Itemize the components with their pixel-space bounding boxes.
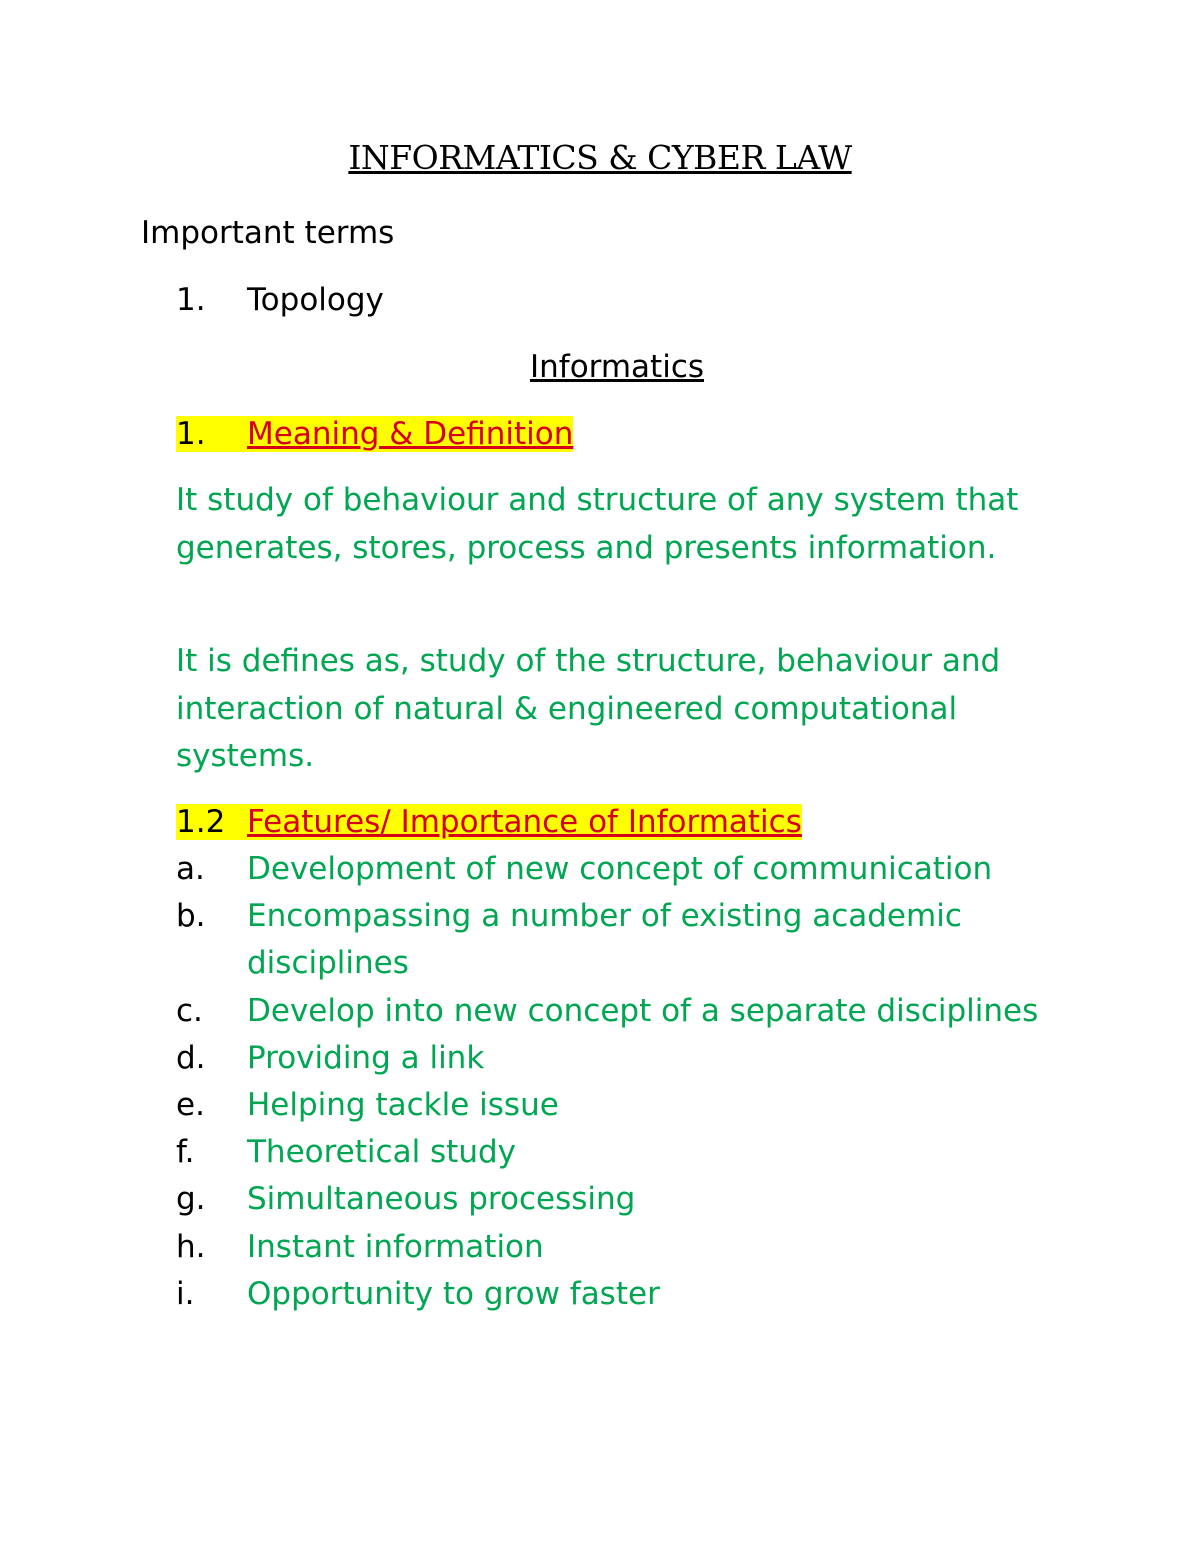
list-item-text: Instant information [247, 1228, 544, 1265]
list-item [176, 1035, 1076, 1082]
list-item-text: Development of new concept of communication [247, 851, 993, 887]
list-item [176, 1224, 1076, 1271]
definition-paragraph-1: It study of behaviour and structure of any system that generates, stores, process and presents information. [176, 482, 1019, 566]
list-item [176, 846, 1076, 893]
list-item [176, 893, 1076, 987]
list-item [176, 1176, 1076, 1223]
section-1-number: 1. [176, 416, 206, 452]
important-terms-heading: Important terms [141, 215, 395, 251]
list-marker: i. [176, 1275, 195, 1312]
list-marker: d. [176, 1039, 206, 1076]
list-item-text: Helping tackle issue [247, 1087, 559, 1124]
term-item-topology [176, 277, 384, 324]
list-item-text: Providing a link [247, 1039, 485, 1076]
term-label: Topology [247, 282, 384, 318]
section-2-number: 1.2 [176, 804, 226, 840]
list-item-text: Theoretical study [247, 1134, 517, 1171]
list-marker: h. [176, 1228, 206, 1265]
list-marker: a. [176, 851, 205, 887]
list-item [176, 1082, 1076, 1129]
definition-paragraph-2: It is defines as, study of the structure, behaviour and interaction of natural & engineered computational systems. [176, 643, 1001, 774]
section-1-heading [176, 411, 573, 458]
list-marker: g. [176, 1181, 206, 1218]
section-2-title: Features/ Importance of Informatics [247, 804, 802, 840]
list-marker: c. [176, 992, 203, 1029]
term-number: 1. [176, 282, 206, 318]
list-marker: b. [176, 898, 206, 935]
list-item [176, 988, 1076, 1035]
list-item-text: Encompassing a number of existing academic disciplines [247, 898, 962, 982]
list-item-text: Opportunity to grow faster [247, 1275, 660, 1312]
list-item [176, 1271, 1076, 1318]
list-marker: e. [176, 1087, 205, 1124]
list-item-text: Develop into new concept of a separate disciplines [247, 992, 1039, 1029]
section-1-title: Meaning & Definition [247, 416, 574, 452]
section-heading-informatics: Informatics [529, 349, 705, 385]
features-list [176, 846, 1076, 1318]
list-marker: f. [176, 1134, 195, 1171]
list-item [176, 1129, 1076, 1176]
document-title: INFORMATICS & CYBER LAW [348, 138, 852, 177]
list-item-text: Simultaneous processing [247, 1181, 636, 1218]
section-2-heading [176, 799, 802, 846]
